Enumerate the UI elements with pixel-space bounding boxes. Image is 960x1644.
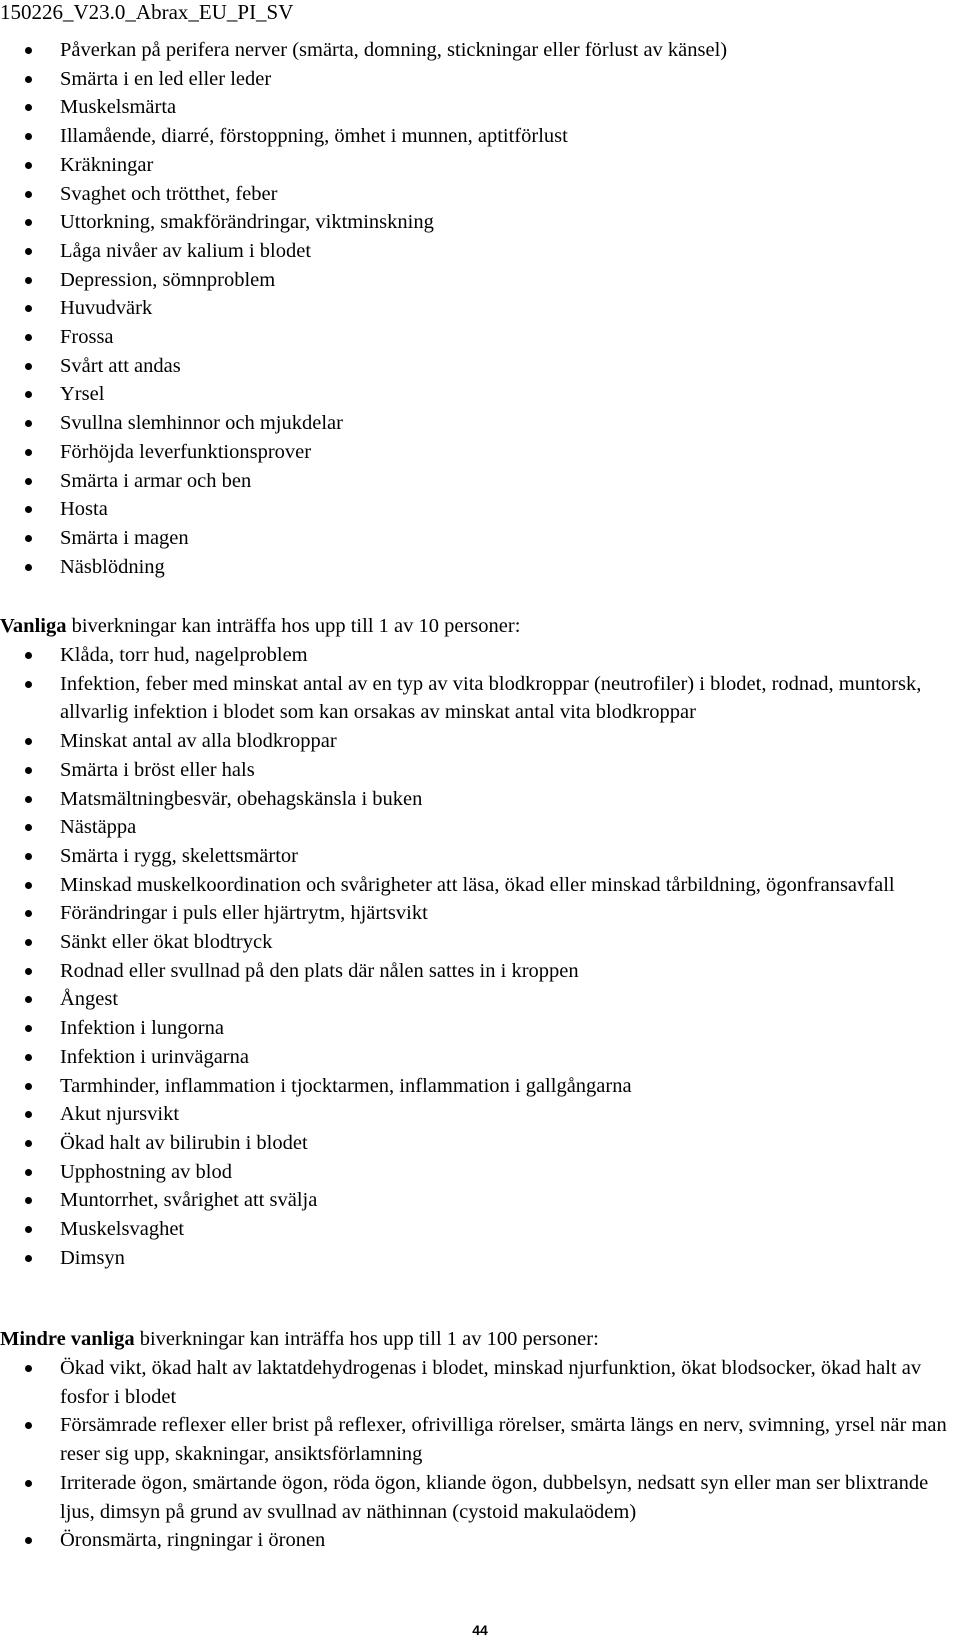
list-item: Svullna slemhinnor och mjukdelar	[0, 409, 960, 438]
list-item: Muskelsvaghet	[0, 1215, 960, 1244]
list-item: Ångest	[0, 985, 960, 1014]
list-item: Försämrade reflexer eller brist på reflexer, ofrivilliga rörelser, smärta längs en nerv, svimning, yrsel när man reser sig upp, skakningar, ansiktsförlamning	[0, 1411, 960, 1468]
list-item: Upphostning av blod	[0, 1158, 960, 1187]
list-item: Rodnad eller svullnad på den plats där nålen sattes in i kroppen	[0, 957, 960, 986]
list-item: Illamående, diarré, förstoppning, ömhet i munnen, aptitförlust	[0, 122, 960, 151]
uncommon-side-effects-heading	[0, 1325, 960, 1354]
list-item: Nästäppa	[0, 813, 960, 842]
list-item: Ökad vikt, ökad halt av laktatdehydrogenas i blodet, minskad njurfunktion, ökat blodsocker, ökad halt av fosfor i blodet	[0, 1354, 960, 1411]
list-item: Öronsmärta, ringningar i öronen	[0, 1526, 960, 1555]
list-item: Huvudvärk	[0, 294, 960, 323]
list-item: Infektion, feber med minskat antal av en typ av vita blodkroppar (neutrofiler) i blodet, rodnad, muntorsk, allvarlig infektion i blodet som kan orsakas av minskat antal vita blodkroppar	[0, 670, 960, 727]
list-item: Yrsel	[0, 380, 960, 409]
bullet-list	[0, 1354, 960, 1555]
side-effects-list-continued	[0, 36, 960, 581]
list-item: Akut njursvikt	[0, 1100, 960, 1129]
list-item: Uttorkning, smakförändringar, viktminskning	[0, 208, 960, 237]
list-item: Klåda, torr hud, nagelproblem	[0, 641, 960, 670]
document-id: 150226_V23.0_Abrax_EU_PI_SV	[0, 0, 294, 24]
list-item: Sänkt eller ökat blodtryck	[0, 928, 960, 957]
list-item: Påverkan på perifera nerver (smärta, domning, stickningar eller förlust av känsel)	[0, 36, 960, 65]
list-item: Förhöjda leverfunktionsprover	[0, 438, 960, 467]
bullet-list	[0, 36, 960, 581]
common-side-effects-heading	[0, 612, 960, 641]
list-item: Infektion i urinvägarna	[0, 1043, 960, 1072]
list-item: Smärta i rygg, skelettsmärtor	[0, 842, 960, 871]
list-item: Minskad muskelkoordination och svårigheter att läsa, ökad eller minskad tårbildning, ögonfransavfall	[0, 871, 960, 900]
list-item: Näsblödning	[0, 553, 960, 582]
list-item: Ökad halt av bilirubin i blodet	[0, 1129, 960, 1158]
list-item: Hosta	[0, 495, 960, 524]
list-item: Smärta i armar och ben	[0, 467, 960, 496]
list-item: Frossa	[0, 323, 960, 352]
list-item: Minskat antal av alla blodkroppar	[0, 727, 960, 756]
frequency-description-uncommon: biverkningar kan inträffa hos upp till 1 av 100 personer:	[134, 1328, 599, 1350]
uncommon-side-effects-list	[0, 1354, 960, 1555]
bullet-list	[0, 641, 960, 1272]
list-item: Irriterade ögon, smärtande ögon, röda ögon, kliande ögon, dubbelsyn, nedsatt syn eller man ser blixtrande ljus, dimsyn på grund av svullnad av näthinnan (cystoid makulaödem)	[0, 1469, 960, 1526]
frequency-label-common: Vanliga	[0, 615, 67, 637]
list-item: Infektion i lungorna	[0, 1014, 960, 1043]
list-item: Tarmhinder, inflammation i tjocktarmen, inflammation i gallgångarna	[0, 1072, 960, 1101]
list-item: Låga nivåer av kalium i blodet	[0, 237, 960, 266]
frequency-description-common: biverkningar kan inträffa hos upp till 1 av 10 personer:	[66, 615, 521, 637]
frequency-label-uncommon: Mindre vanliga	[0, 1328, 135, 1350]
list-item: Dimsyn	[0, 1244, 960, 1273]
list-item: Matsmältningbesvär, obehagskänsla i buken	[0, 785, 960, 814]
list-item: Smärta i en led eller leder	[0, 65, 960, 94]
list-item: Förändringar i puls eller hjärtrytm, hjärtsvikt	[0, 899, 960, 928]
page-number: 44	[472, 1622, 488, 1638]
list-item: Svårt att andas	[0, 352, 960, 381]
list-item: Smärta i magen	[0, 524, 960, 553]
list-item: Svaghet och trötthet, feber	[0, 180, 960, 209]
list-item: Smärta i bröst eller hals	[0, 756, 960, 785]
list-item: Muskelsmärta	[0, 93, 960, 122]
list-item: Depression, sömnproblem	[0, 266, 960, 295]
list-item: Kräkningar	[0, 151, 960, 180]
common-side-effects-list	[0, 641, 960, 1272]
list-item: Muntorrhet, svårighet att svälja	[0, 1186, 960, 1215]
